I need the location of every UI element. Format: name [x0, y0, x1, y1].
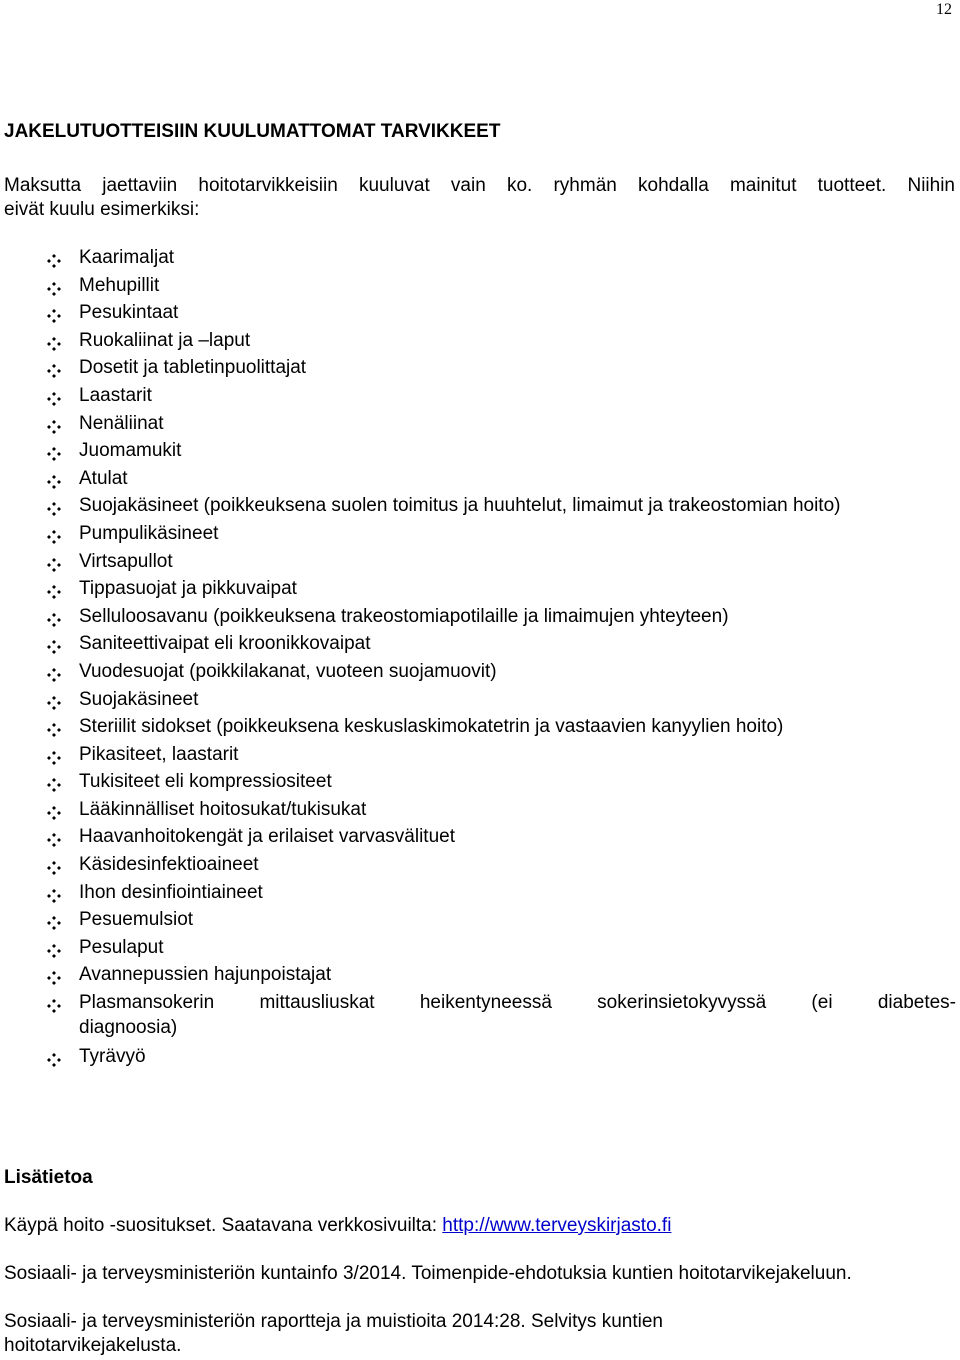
list-item [0, 906, 960, 934]
list-item [0, 1043, 960, 1071]
diamond-four-dots-icon [46, 912, 62, 928]
list-item [0, 437, 960, 465]
list-item-text: Pumpulikäsineet [79, 522, 219, 544]
list-item [0, 299, 960, 327]
page-heading: JAKELUTUOTTEISIIN KUULUMATTOMAT TARVIKKEET [4, 121, 501, 142]
list-item-text: Lääkinnälliset hoitosukat/tukisukat [79, 798, 367, 820]
list-item-text: Steriilit sidokset (poikkeuksena keskuslaskimokatetrin ja vastaavien kanyylien hoito) [79, 716, 784, 738]
list-item [0, 686, 960, 714]
diamond-four-dots-icon [46, 554, 62, 570]
diamond-four-dots-icon [46, 636, 62, 652]
reference-kaypa-hoito [4, 1214, 671, 1238]
list-item-text: Tippasuojat ja pikkuvaipat [79, 578, 297, 600]
page-number: 12 [936, 1, 952, 18]
diamond-four-dots-icon [46, 581, 62, 597]
diamond-four-dots-icon [46, 471, 62, 487]
diamond-four-dots-icon [46, 305, 62, 321]
list-item [0, 823, 960, 851]
list-item-line: Plasmansokerin mittausliuskat heikentyneessä sokerinsietokyvyssä (ei diabetes- [79, 992, 956, 1014]
list-item-text: Haavanhoitokengät ja erilaiset varvasvälituet [79, 826, 455, 848]
diamond-four-dots-icon [46, 995, 62, 1011]
list-item-text: Saniteettivaipat eli kroonikkovaipat [79, 633, 371, 655]
list-item [0, 354, 960, 382]
intro-line: eivät kuulu esimerkiksi: [4, 199, 200, 220]
list-item [0, 520, 960, 548]
list-item-line: diagnoosia) [79, 1017, 178, 1039]
list-item-text: Atulat [79, 467, 128, 489]
diamond-four-dots-icon [46, 747, 62, 763]
diamond-four-dots-icon [46, 692, 62, 708]
list-item-text: Virtsapullot [79, 550, 173, 572]
list-item-text: Pesuemulsiot [79, 909, 194, 931]
diamond-four-dots-icon [46, 416, 62, 432]
reference-kuntainfo: Sosiaali- ja terveysministeriön kuntainfo 3/2014. Toimenpide-ehdotuksia kuntien hoitotarvikejakeluun. [4, 1263, 852, 1284]
list-item [0, 851, 960, 879]
diamond-four-dots-icon [46, 498, 62, 514]
list-item [0, 768, 960, 796]
diamond-four-dots-icon [46, 250, 62, 266]
excluded-items-list [0, 244, 960, 1071]
list-item [0, 327, 960, 355]
list-item [0, 410, 960, 438]
list-item-text: Nenäliinat [79, 412, 164, 434]
list-item [0, 603, 960, 631]
list-item-text: Selluloosavanu (poikkeuksena trakeostomiapotilaille ja limaimujen yhteyteen) [79, 605, 729, 627]
list-item-text: Juomamukit [79, 440, 182, 462]
list-item [0, 741, 960, 769]
diamond-four-dots-icon [46, 885, 62, 901]
list-item [0, 796, 960, 824]
diamond-four-dots-icon [46, 526, 62, 542]
reference-line: hoitotarvikejakelusta. [4, 1335, 182, 1356]
diamond-four-dots-icon [46, 333, 62, 349]
terveyskirjasto-link[interactable]: http://www.terveyskirjasto.fi [442, 1215, 672, 1236]
list-item-text: Ruokaliinat ja –laput [79, 329, 251, 351]
diamond-four-dots-icon [46, 443, 62, 459]
diamond-four-dots-icon [46, 719, 62, 735]
list-item [0, 989, 960, 1043]
list-item-text: Tukisiteet eli kompressiositeet [79, 771, 332, 793]
list-item [0, 879, 960, 907]
intro-paragraph [4, 174, 955, 222]
list-item [0, 961, 960, 989]
diamond-four-dots-icon [46, 1049, 62, 1065]
diamond-four-dots-icon [46, 278, 62, 294]
diamond-four-dots-icon [46, 774, 62, 790]
list-item-text: Avannepussien hajunpoistajat [79, 964, 332, 986]
list-item [0, 492, 960, 520]
reference-text: Käypä hoito -suositukset. Saatavana verkkosivuilta: [4, 1215, 443, 1236]
diamond-four-dots-icon [46, 609, 62, 625]
list-item [0, 244, 960, 272]
list-item-text [79, 990, 956, 1040]
list-item-text: Pikasiteet, laastarit [79, 743, 239, 765]
list-item-text: Tyrävyö [79, 1046, 146, 1068]
diamond-four-dots-icon [46, 802, 62, 818]
list-item [0, 934, 960, 962]
list-item [0, 630, 960, 658]
list-item-text: Laastarit [79, 384, 152, 406]
diamond-four-dots-icon [46, 967, 62, 983]
list-item-text: Mehupillit [79, 274, 160, 296]
reference-raportteja [4, 1310, 663, 1358]
diamond-four-dots-icon [46, 940, 62, 956]
list-item-text: Kaarimaljat [79, 247, 175, 268]
list-item [0, 575, 960, 603]
list-item-text: Dosetit ja tabletinpuolittajat [79, 357, 307, 379]
reference-line: Sosiaali- ja terveysministeriön raportteja ja muistioita 2014:28. Selvitys kuntien [4, 1311, 663, 1332]
list-item-text: Käsidesinfektioaineet [79, 854, 259, 876]
list-item-text: Pesukintaat [79, 302, 179, 324]
list-item [0, 465, 960, 493]
diamond-four-dots-icon [46, 388, 62, 404]
list-item-text: Pesulaput [79, 936, 164, 958]
list-item-text: Suojakäsineet (poikkeuksena suolen toimitus ja huuhtelut, limaimut ja trakeostomian hoito) [79, 495, 841, 517]
list-item-text: Suojakäsineet [79, 688, 199, 710]
diamond-four-dots-icon [46, 664, 62, 680]
intro-line: Maksutta jaettaviin hoitotarvikkeisiin kuuluvat vain ko. ryhmän kohdalla mainitut tuotteet. Niihin [4, 175, 955, 196]
list-item [0, 658, 960, 686]
list-item [0, 548, 960, 576]
list-item-text: Ihon desinfiointiaineet [79, 881, 263, 903]
list-item [0, 272, 960, 300]
diamond-four-dots-icon [46, 360, 62, 376]
diamond-four-dots-icon [46, 857, 62, 873]
list-item [0, 382, 960, 410]
diamond-four-dots-icon [46, 829, 62, 845]
list-item [0, 713, 960, 741]
list-item-text: Vuodesuojat (poikkilakanat, vuoteen suojamuovit) [79, 660, 497, 682]
more-info-heading: Lisätietoa [4, 1167, 93, 1188]
